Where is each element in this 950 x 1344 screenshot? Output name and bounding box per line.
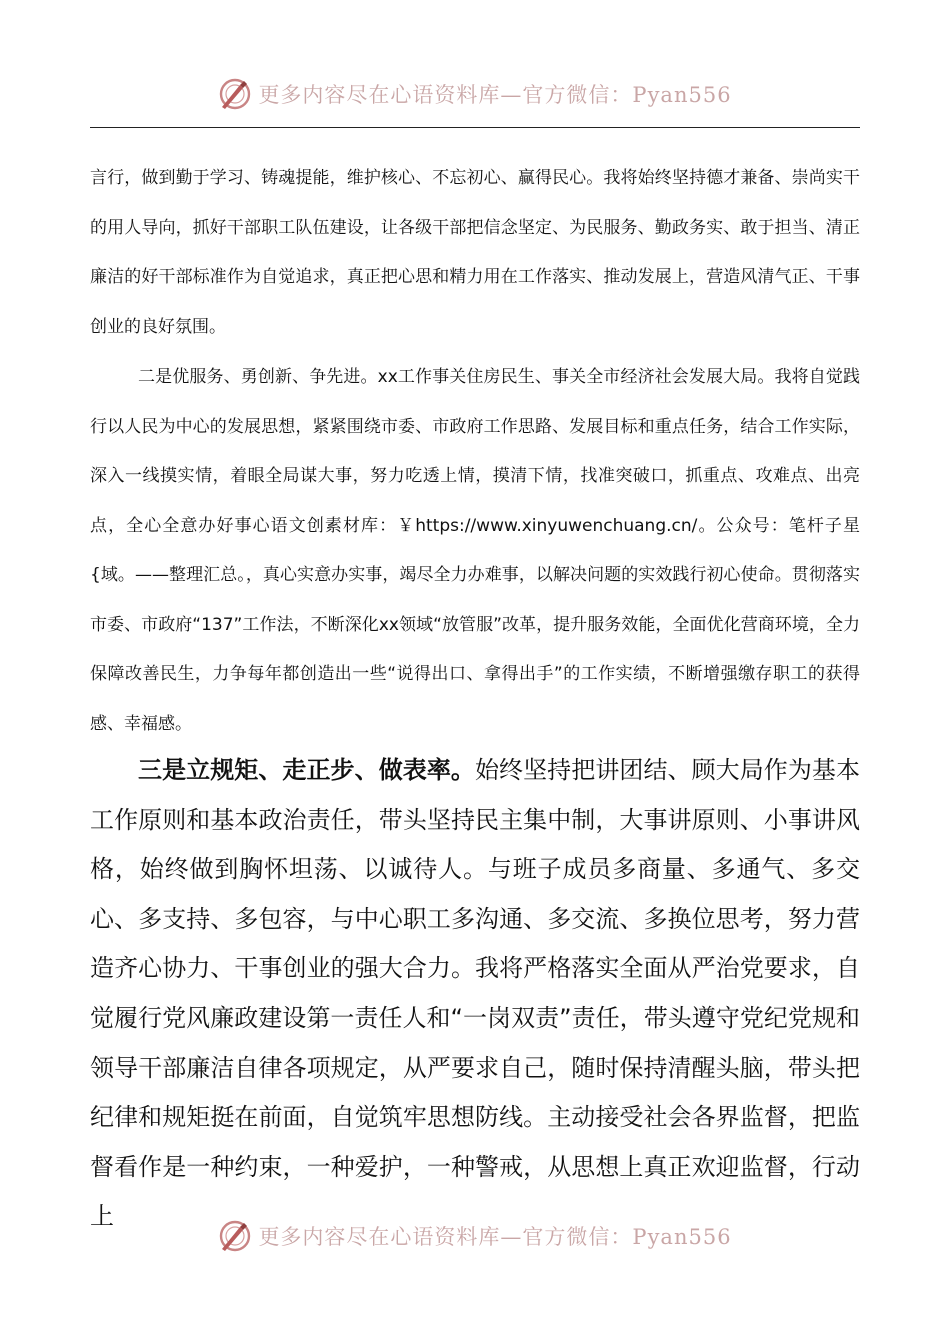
paragraph-3-heading: 三是立规矩、走正步、做表率。 <box>138 756 475 784</box>
header-banner <box>0 72 950 116</box>
header-divider <box>90 127 860 128</box>
paragraph-3 <box>90 746 860 1242</box>
pen-circle-logo-icon <box>218 77 252 111</box>
paragraph-1: 言行，做到勤于学习、铸魂提能，维护核心、不忘初心、赢得民心。我将始终坚持德才兼备、崇尚实干的用人导向，抓好干部职工队伍建设，让各级干部把信念坚定、为民服务、勤政务实、敢于担当、清正廉洁的好干部标准作为自觉追求，真正把心思和精力用在工作落实、推动发展上，营造风清气正、干事创业的良好氛围。 <box>90 168 860 337</box>
paragraph-3-body: 始终坚持把讲团结、顾大局作为基本工作原则和基本政治责任，带头坚持民主集中制，大事讲原则、小事讲风格，始终做到胸怀坦荡、以诚待人。与班子成员多商量、多通气、多交心、多支持、多包容，与中心职工多沟通、多交流、多换位思考，努力营造齐心协力、干事创业的强大合力。我将严格落实全面从严治党要求，自觉履行党风廉政建设第一责任人和“一岗双责”责任，带头遵守党纪党规和领导干部廉洁自律各项规定，从严要求自己，随时保持清醒头脑，带头把纪律和规矩挺在前面，自觉筑牢思想防线。主动接受社会各界监督，把监督看作是一种约束，一种爱护，一种警戒，从思想上真正欢迎监督，行动上 <box>90 756 861 1231</box>
paragraph-2 <box>90 353 860 749</box>
footer-banner-text: 更多内容尽在心语资料库—官方微信：Pyan556 <box>258 1225 732 1249</box>
header-banner-text: 更多内容尽在心语资料库—官方微信：Pyan556 <box>258 83 732 107</box>
footer-banner <box>0 1214 950 1258</box>
pen-circle-logo-icon <box>218 1219 252 1253</box>
paragraph-2-text: 二是优服务、勇创新、争先进。xx工作事关住房民生、事关全市经济社会发展大局。我将自觉践行以人民为中心的发展思想，紧紧围绕市委、市政府工作思路、发展目标和重点任务，结合工作实际，深入一线摸实情，着眼全局谋大事，努力吃透上情，摸清下情，找准突破口，抓重点、攻难点、出亮点，全心全意办好事心语文创素材库：￥https://www.xinyuwenchuang.cn/。公众号：笔杆子星{域。——整理汇总。，真心实意办实事，竭尽全力办难事，以解决问题的实效践行初心使命。贯彻落实市委、市政府“137”工作法，不断深化xx领域“放管服”改革，提升服务效能，全面优化营商环境，全力保障改善民生，力争每年都创造出一些“说得出口、拿得出手”的工作实绩，不断增强缴存职工的获得感、幸福感。 <box>90 367 860 734</box>
